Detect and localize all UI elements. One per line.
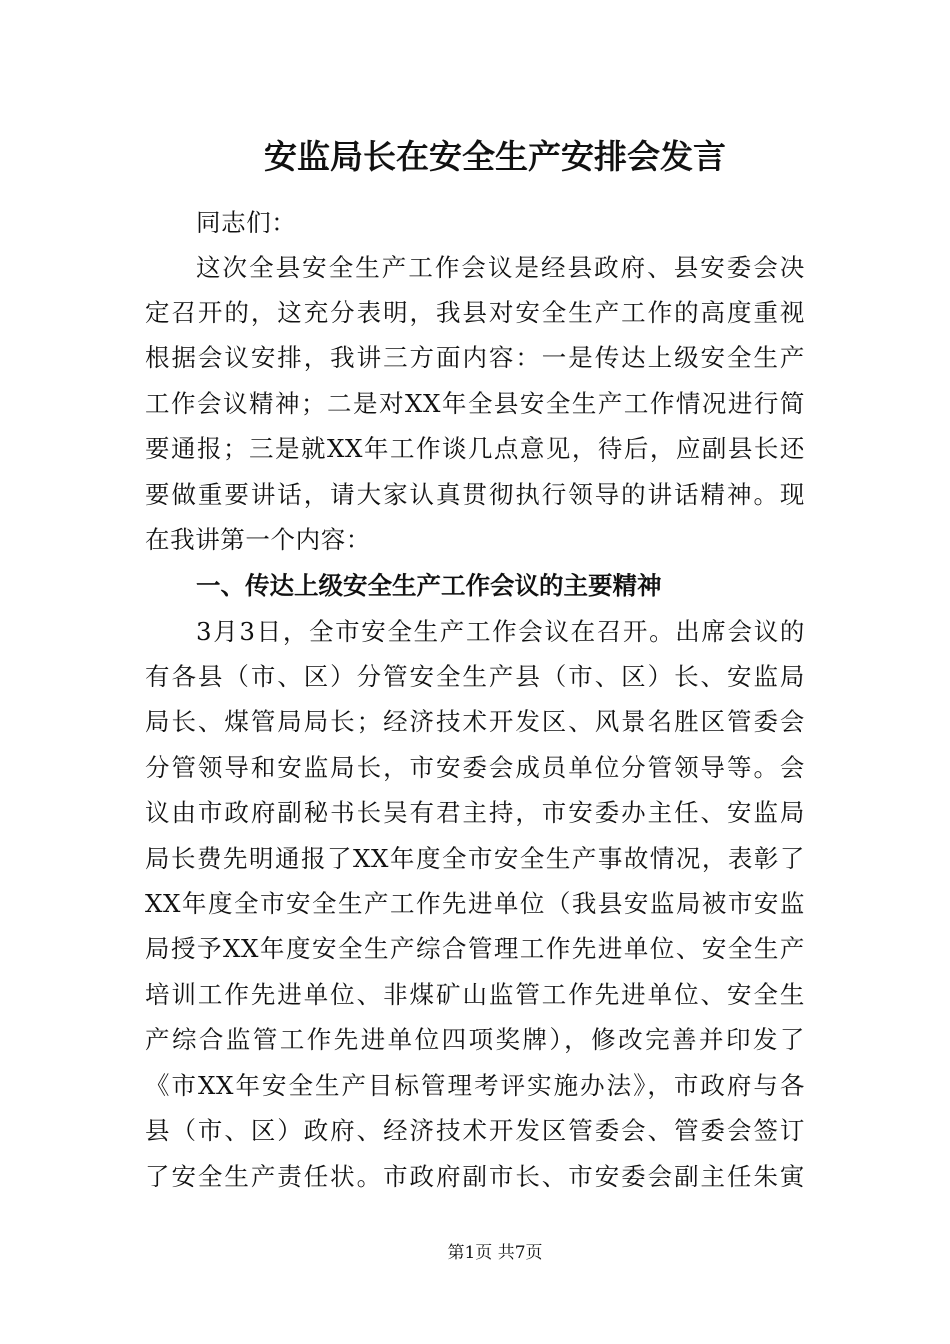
salutation: 同志们： — [196, 208, 297, 237]
paragraph-line: 培训工作先进单位、非煤矿山监管工作先进单位、安全生 — [145, 980, 805, 1009]
paragraph-line: 要通报；三是就XX年工作谈几点意见，待后，应副县长还 — [145, 434, 805, 463]
paragraph-line: 有各县（市、区）分管安全生产县（市、区）长、安监局 — [145, 662, 805, 691]
paragraph-line: 工作会议精神；二是对XX年全县安全生产工作情况进行简 — [145, 389, 805, 418]
paragraph-line: 根据会议安排，我讲三方面内容：一是传达上级安全生产 — [145, 343, 805, 372]
paragraph-line: 局长费先明通报了XX年度全市安全生产事故情况，表彰了 — [145, 844, 805, 873]
document-title: 安监局长在安全生产安排会发言 — [264, 137, 726, 176]
paragraph-line: 县（市、区）政府、经济技术开发区管委会、管委会签订 — [145, 1116, 805, 1145]
paragraph-line: XX年度全市安全生产工作先进单位（我县安监局被市安监 — [145, 889, 805, 918]
paragraph-line: 定召开的，这充分表明，我县对安全生产工作的高度重视 — [145, 298, 805, 327]
paragraph-line: 议由市政府副秘书长吴有君主持，市安委办主任、安监局 — [145, 798, 805, 827]
paragraph-line: 产综合监管工作先进单位四项奖牌），修改完善并印发了 — [145, 1025, 805, 1054]
section-heading: 一、传达上级安全生产工作会议的主要精神 — [196, 571, 662, 600]
page-number-footer: 第1页 共7页 — [447, 1243, 543, 1263]
paragraph-line: 《市XX年安全生产目标管理考评实施办法》，市政府与各 — [145, 1071, 805, 1100]
paragraph-line: 这次全县安全生产工作会议是经县政府、县安委会决 — [196, 253, 805, 282]
paragraph-line: 局长、煤管局局长；经济技术开发区、风景名胜区管委会 — [145, 707, 805, 736]
paragraph-line: 要做重要讲话，请大家认真贯彻执行领导的讲话精神。现 — [145, 480, 805, 509]
paragraph-line: 局授予XX年度安全生产综合管理工作先进单位、安全生产 — [145, 934, 805, 963]
paragraph-line: 3月3日，全市安全生产工作会议在召开。出席会议的 — [196, 617, 805, 646]
paragraph-line: 分管领导和安监局长，市安委会成员单位分管领导等。会 — [145, 753, 805, 782]
paragraph-line: 在我讲第一个内容： — [145, 525, 371, 554]
paragraph-line: 了安全生产责任状。市政府副市长、市安委会副主任朱寅 — [145, 1162, 805, 1191]
